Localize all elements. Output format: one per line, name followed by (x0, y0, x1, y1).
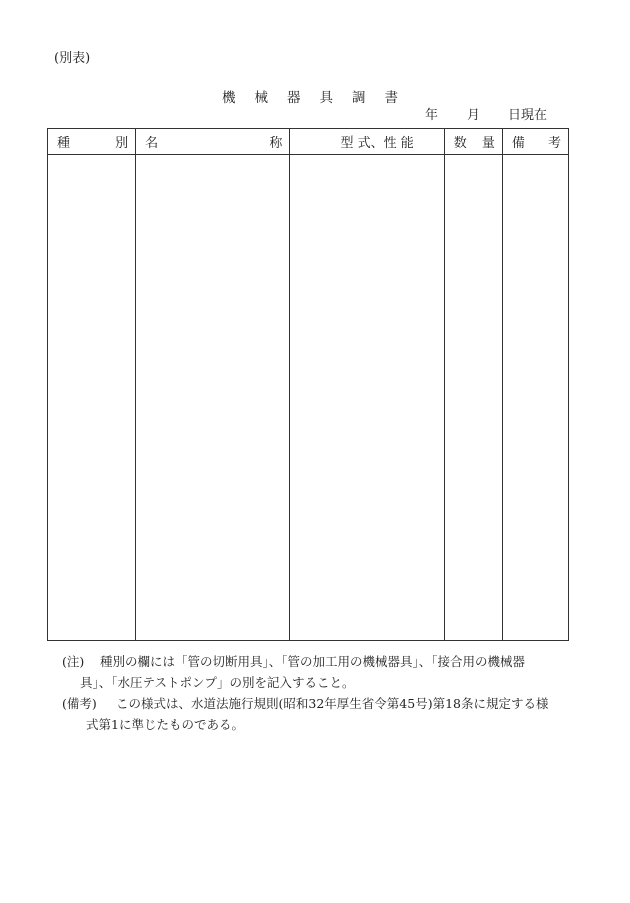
date-day-label: 日現在 (508, 108, 548, 123)
header-quantity (444, 129, 502, 155)
header-quantity-char2: 量 (481, 136, 495, 151)
header-remarks (502, 129, 568, 155)
note-text-line1: 種別の欄には「管の切断用具」、「管の加工用の機械器具」、「接合用の機械器 (100, 654, 526, 669)
header-name (136, 129, 290, 155)
document-title: 機械器具調書 (222, 90, 417, 106)
table-body-row (48, 155, 569, 641)
page-label: (別表) (54, 51, 91, 66)
date-month-label: 月 (467, 108, 481, 123)
cell-model[interactable] (290, 155, 444, 641)
note-item (62, 651, 582, 693)
header-kind-char1: 種 (57, 136, 71, 151)
cell-name[interactable] (136, 155, 290, 641)
note-text-line2: 具」、「水圧テストポンプ」の別を記入すること。 (80, 675, 355, 690)
remarks-item (62, 693, 582, 735)
header-kind (48, 129, 136, 155)
header-name-char2: 称 (269, 136, 283, 151)
note-tag: (注) (62, 654, 85, 669)
header-kind-char2: 別 (115, 136, 129, 151)
header-model-label: 型 式、性 能 (340, 136, 414, 151)
cell-remarks[interactable] (502, 155, 568, 641)
remarks-tag: (備考) (62, 696, 97, 711)
equipment-table (47, 128, 569, 641)
cell-quantity[interactable] (444, 155, 502, 641)
cell-kind[interactable] (48, 155, 136, 641)
remarks-text-line1: この様式は、水道法施行規則(昭和32年厚生省令第45号)第18条に規定する様 (116, 696, 549, 711)
remarks-text-line2: 式第1に準じたものである。 (86, 717, 244, 732)
header-remarks-char2: 考 (547, 136, 561, 151)
header-quantity-char1: 数 (453, 136, 467, 151)
notes-section (62, 651, 582, 735)
header-name-char1: 名 (145, 136, 159, 151)
header-model (290, 129, 444, 155)
header-remarks-char1: 備 (511, 136, 525, 151)
date-year-label: 年 (425, 108, 439, 123)
table-header-row (48, 129, 569, 155)
